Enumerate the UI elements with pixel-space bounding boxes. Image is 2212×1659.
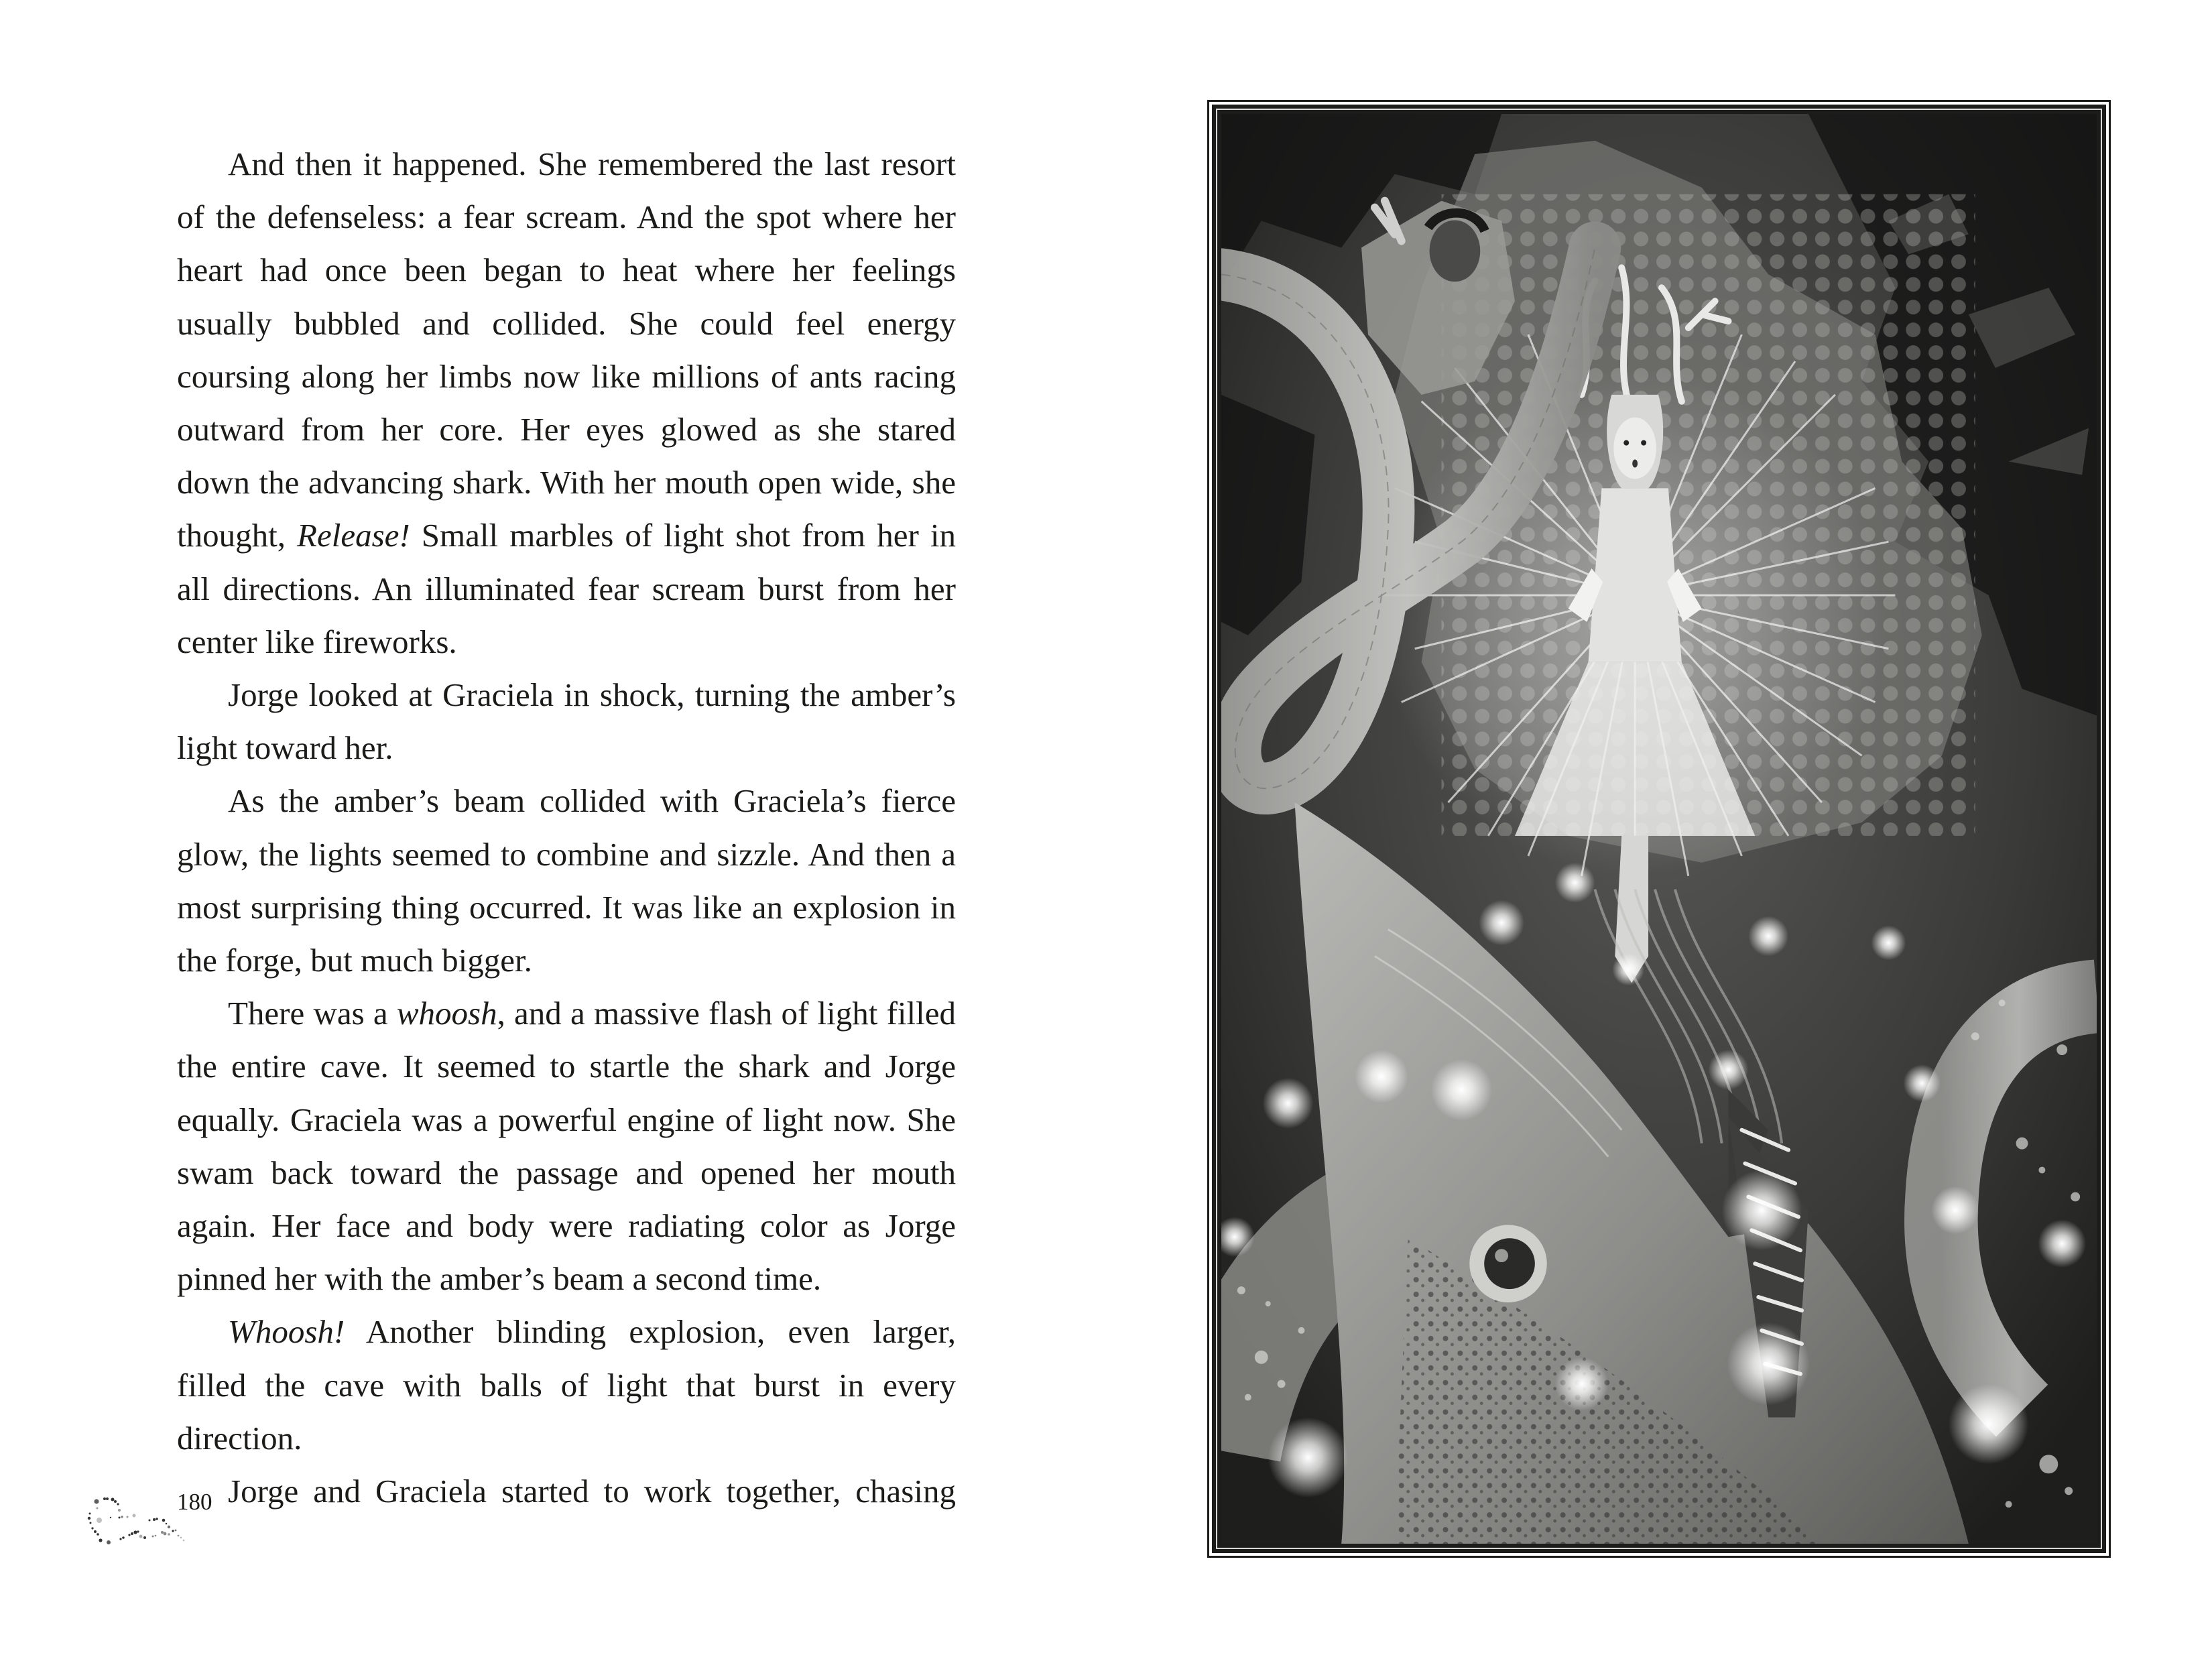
text-run: Jorge and Graciela started to work together, chasing <box>228 1473 956 1510</box>
text-run: , and a massive flash of light filled the entire cave. It seemed to startle the shark and Jorge equally. Graciela was a powerful engine of light now. She swam back toward the passage and opened her mouth again. Her face and body were radiating color as Jorge pinned her with the amber’s beam a second time. <box>177 995 956 1298</box>
text-run: There was a <box>228 995 397 1032</box>
paragraph <box>177 1305 956 1465</box>
paragraph <box>177 774 956 987</box>
text-run: Jorge looked at Graciela in shock, turning the amber’s light toward her. <box>177 676 956 767</box>
body-text <box>177 137 956 1518</box>
italic-text: whoosh <box>396 995 497 1032</box>
paragraph <box>177 1465 956 1518</box>
text-run: Small marbles of light shot from her in all directions. An illuminated fear scream burst from her center like fireworks. <box>177 517 956 660</box>
italic-text: Whoosh! <box>228 1313 345 1351</box>
text-run: As the amber’s beam collided with Graciela’s fierce glow, the lights seemed to combine and sizzle. And then a most surprising thing occurred. It was like an explosion in the forge, but much bigger. <box>177 782 956 979</box>
text-run: Another blinding explosion, even larger, filled the cave with balls of light that burst in every direction. <box>177 1313 956 1457</box>
paragraph <box>177 987 956 1305</box>
paragraph <box>177 137 956 668</box>
illustration-art <box>1221 114 2097 1544</box>
paragraph <box>177 668 956 774</box>
italic-text: Release! <box>297 517 410 554</box>
illustration-shark-and-glowing-girl <box>1221 114 2097 1544</box>
illustration-frame <box>1207 100 2111 1558</box>
page-number: 180 <box>177 1489 212 1515</box>
text-run: And then it happened. She remembered the last resort of the defenseless: a fear scream. And the spot where her heart had once been began to heat where her feelings usually bubbled and collided. She could feel energy coursing along her limbs now like millions of ants racing outward from her core. Her eyes glowed as she stared down the advancing shark. With her mouth open wide, she thought, <box>177 145 956 554</box>
